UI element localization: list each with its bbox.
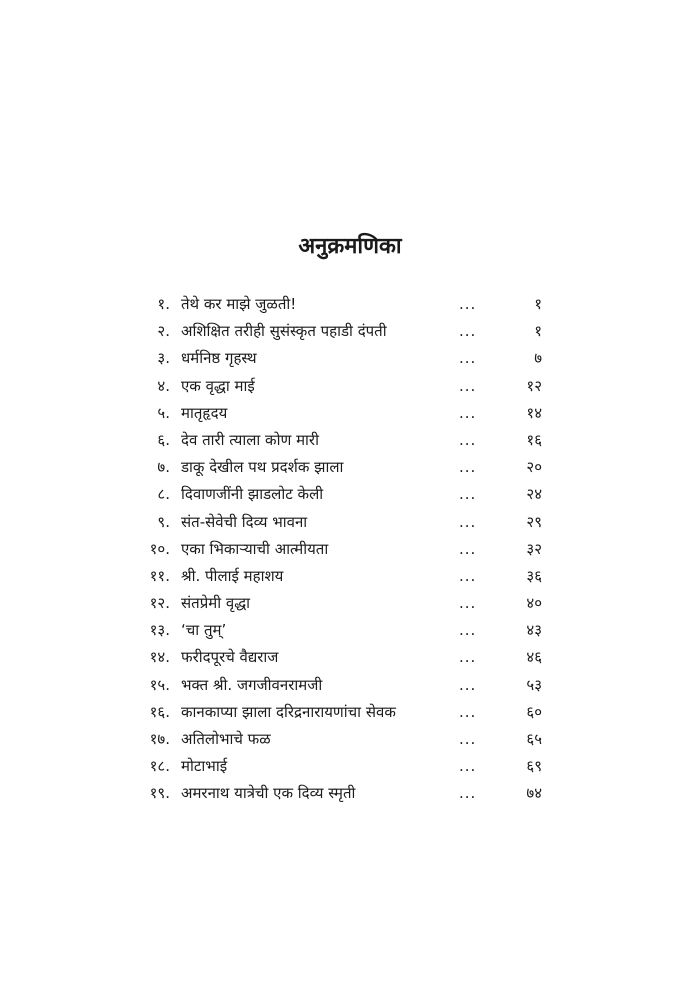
toc-entry-number: ९. — [157, 512, 170, 531]
toc-entry-leader: ... — [459, 675, 477, 694]
toc-entry-title: देव तारी त्याला कोण मारी — [181, 430, 319, 449]
toc-entry-title: भक्त श्री. जगजीवनरामजी — [181, 675, 323, 694]
toc-entry-page: ३२ — [526, 539, 542, 558]
toc-entry-title: एका भिकाऱ्याची आत्मीयता — [181, 539, 329, 558]
toc-entry-page: ३६ — [526, 566, 542, 585]
toc-entry-leader: ... — [459, 784, 477, 803]
toc-entry-number: १८. — [149, 757, 170, 776]
toc-entry-number: १२. — [149, 594, 170, 613]
toc-entry-title: एक वृद्धा माई — [181, 376, 255, 395]
toc-entry-title: संत-सेवेची दिव्य भावना — [181, 512, 308, 531]
toc-entry-leader: ... — [459, 322, 477, 341]
toc-entry-leader: ... — [459, 594, 477, 613]
toc-entry-number: ७. — [157, 458, 170, 477]
toc-entry-page: १६ — [526, 430, 542, 449]
toc-entry-title: डाकू देखील पथ प्रदर्शक झाला — [181, 458, 344, 477]
toc-entry-page: ५३ — [526, 675, 542, 694]
toc-entry-number: १५. — [149, 675, 170, 694]
toc-entry-page: १२ — [526, 376, 542, 395]
toc-entry-leader: ... — [459, 702, 477, 721]
toc-entry — [0, 454, 700, 481]
toc-entry-leader: ... — [459, 512, 477, 531]
toc-entry-leader: ... — [459, 295, 477, 313]
toc-entry-number: ५. — [157, 403, 170, 422]
toc-entry-title: दिवाणजींनी झाडलोट केली — [181, 485, 324, 504]
toc-entry-number: १९. — [149, 784, 170, 803]
toc-entry — [0, 536, 700, 563]
toc-entry — [0, 672, 700, 699]
toc-entry-page: २४ — [526, 485, 542, 504]
toc-entry-number: १६. — [149, 702, 170, 721]
toc-entry-number: १३. — [149, 621, 170, 640]
toc-entry — [0, 617, 700, 644]
toc-entry-leader: ... — [459, 458, 477, 477]
toc-entry — [0, 481, 700, 508]
toc-entry-number: ८. — [157, 485, 170, 504]
toc-entry-page: ७ — [534, 349, 542, 368]
toc-entry-leader: ... — [459, 430, 477, 449]
toc-entry — [0, 373, 700, 400]
toc-entry-number: १४. — [149, 648, 170, 667]
toc-entry-number: २. — [157, 322, 170, 341]
toc-entry-leader: ... — [459, 730, 477, 748]
toc-entry — [0, 563, 700, 590]
toc-entry-number: ११. — [149, 566, 170, 585]
toc-entry-title: अशिक्षित तरीही सुसंस्कृत पहाडी दंपती — [181, 322, 387, 341]
toc-entry-leader: ... — [459, 376, 477, 395]
toc-entry-page: ७४ — [526, 784, 542, 803]
toc-entry-leader: ... — [459, 485, 477, 504]
toc-entry — [0, 318, 700, 345]
toc-entry-title: तेथे कर माझे जुळती! — [181, 295, 297, 313]
toc-entry-title: संतप्रेमी वृद्धा — [181, 594, 251, 613]
toc-entry-page: १ — [534, 295, 542, 313]
toc-entry-page: ४३ — [526, 621, 542, 640]
toc-entry-leader: ... — [459, 648, 477, 667]
toc-entry — [0, 726, 700, 753]
toc-entry-page: १४ — [526, 403, 542, 422]
toc-entry-title: अतिलोभाचे फळ — [181, 730, 271, 748]
toc-entry — [0, 400, 700, 427]
toc-entry-page: २९ — [526, 512, 542, 531]
toc-entry — [0, 590, 700, 617]
page-title: अनुक्रमणिका — [298, 234, 402, 259]
toc-entry — [0, 753, 700, 780]
toc-entry-number: १. — [157, 295, 170, 313]
toc-entry-title: अमरनाथ यात्रेची एक दिव्य स्मृती — [181, 784, 356, 803]
toc-entry-page: ४६ — [526, 648, 542, 667]
toc-entry — [0, 644, 700, 671]
toc-entry-page: ६० — [526, 702, 542, 721]
toc-entry-title: फरीदपूरचे वैद्यराज — [181, 648, 279, 667]
toc-entry — [0, 780, 700, 807]
toc-entry-number: १०. — [149, 539, 170, 558]
toc-entry-number: १७. — [149, 730, 170, 748]
toc-entry — [0, 427, 700, 454]
toc-entry-number: ४. — [157, 376, 170, 395]
toc-entry-title: मातृहृदय — [181, 403, 228, 422]
toc-entry-title: ‘चा तुम्’ — [181, 621, 227, 640]
toc-entry-leader: ... — [459, 539, 477, 558]
toc-entry — [0, 509, 700, 536]
toc-entry-page: ६९ — [526, 757, 542, 776]
toc-entry-title: मोटाभाई — [181, 757, 228, 776]
toc-entry-page: १ — [534, 322, 542, 341]
toc-entry-leader: ... — [459, 621, 477, 640]
toc-entry — [0, 291, 700, 318]
toc-entry — [0, 345, 700, 372]
toc-entry-title: श्री. पीलाई महाशय — [181, 566, 284, 585]
toc-entry-leader: ... — [459, 349, 477, 368]
toc-entry-leader: ... — [459, 566, 477, 585]
toc-entry-title: कानकाप्या झाला दरिद्रनारायणांचा सेवक — [181, 702, 396, 721]
toc-entry-number: ३. — [157, 349, 170, 368]
toc-entry — [0, 699, 700, 726]
toc-entry-title: धर्मनिष्ठ गृहस्थ — [181, 349, 257, 368]
toc-entry-leader: ... — [459, 403, 477, 422]
toc-entry-page: ६५ — [526, 730, 542, 748]
table-of-contents — [0, 291, 700, 808]
toc-entry-leader: ... — [459, 757, 477, 776]
toc-entry-number: ६. — [157, 430, 170, 449]
toc-entry-page: २० — [526, 458, 542, 477]
toc-entry-page: ४० — [526, 594, 542, 613]
